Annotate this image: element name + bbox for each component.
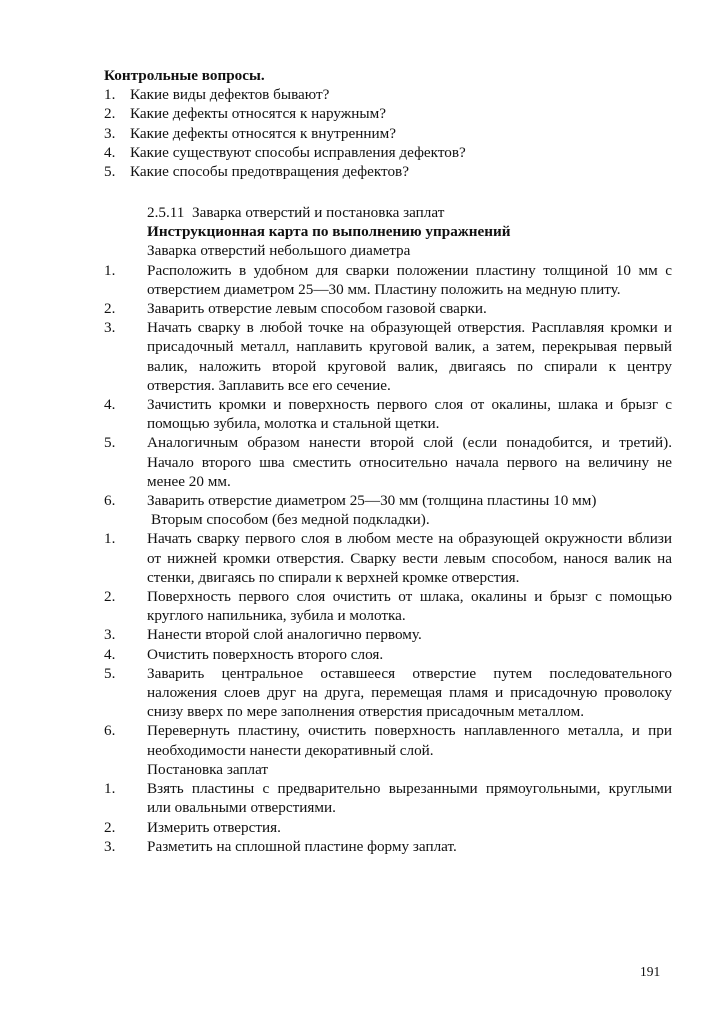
list-item: 2. Поверхность первого слоя очистить от шлака, окалины и брызг с помощью круглого напильника, зубила и молотка. (104, 588, 672, 625)
question-item: 2. Какие дефекты относятся к наружным? (104, 105, 386, 123)
list-item: 5. Заварить центральное оставшееся отверстие путем последовательного наложения слоев друг на друга, перемещая пламя и присадочную проволоку снизу вверх по мере заполнения отверстия присадочным металлом. (104, 664, 672, 721)
list-item: 5. Аналогичным образом нанести второй слой (если понадобится, и третий). Начало второго шва сместить относительно начала первого на величину не менее 20 мм. (104, 434, 672, 490)
page-number: 191 (640, 964, 661, 979)
list-item: 1. Начать сварку первого слоя в любом месте на образующей окружности вблизи от нижней кромки отверстия. Сварку вести левым способом, нанося валик на стенки, двигаясь по спирали к верхней кромке отверстия. (104, 530, 672, 586)
list-item: 4. Очистить поверхность второго слоя. (104, 645, 384, 663)
list-item: 3. Разметить на сплошной пластине форму заплат. (104, 837, 457, 855)
section-block (0, 203, 724, 856)
list-item: 1. Взять пластины с предварительно вырезанными прямоугольными, круглыми или овальными отверстиями. (104, 780, 672, 817)
control-questions (0, 66, 724, 181)
part2-title: Вторым способом (без медной подкладки). (151, 511, 430, 529)
questions-heading: Контрольные вопросы. (104, 67, 265, 84)
card-title: Инструкционная карта по выполнению упражнений (147, 223, 511, 241)
list-item: 3. Начать сварку в любой точке на образующей отверстия. Расплавляя кромки и присадочный металл, наплавить круговой валик, а затем, перекрывая первый валик, наложить второй круговой валик, двигаясь по спирали к центру отверстия. Заплавить все его сечение. (104, 319, 672, 394)
list-item: 6. Заварить отверстие диаметром 25—30 мм (толщина пластины 10 мм) (104, 492, 597, 510)
part1-title: Заварка отверстий небольшого диаметра (147, 242, 411, 260)
list-item: 4. Зачистить кромки и поверхность первого слоя от окалины, шлака и брызг с помощью зубила, молотка и стальной щетки. (104, 396, 672, 433)
question-item: 1. Какие виды дефектов бывают? (104, 86, 330, 104)
part3-title: Постановка заплат (147, 760, 269, 778)
list-item: 3. Нанести второй слой аналогично первому. (104, 626, 422, 644)
question-item: 3. Какие дефекты относятся к внутренним? (104, 124, 396, 142)
list-item: 2. Заварить отверстие левым способом газовой сварки. (104, 300, 487, 318)
section-number-title: 2.5.11 Заварка отверстий и постановка заплат (147, 204, 445, 221)
list-item: 2. Измерить отверстия. (104, 818, 281, 836)
question-item: 4. Какие существуют способы исправления дефектов? (104, 143, 466, 161)
list-item: 1. Расположить в удобном для сварки положении пластину толщиной 10 мм с отверстием диаметром 25—30 мм. Пластину положить на медную плиту. (104, 261, 672, 298)
list-item: 6. Перевернуть пластину, очистить поверхность наплавленного металла, и при необходимости нанести декоративный слой. (104, 722, 672, 759)
question-item: 5. Какие способы предотвращения дефектов? (104, 163, 409, 181)
